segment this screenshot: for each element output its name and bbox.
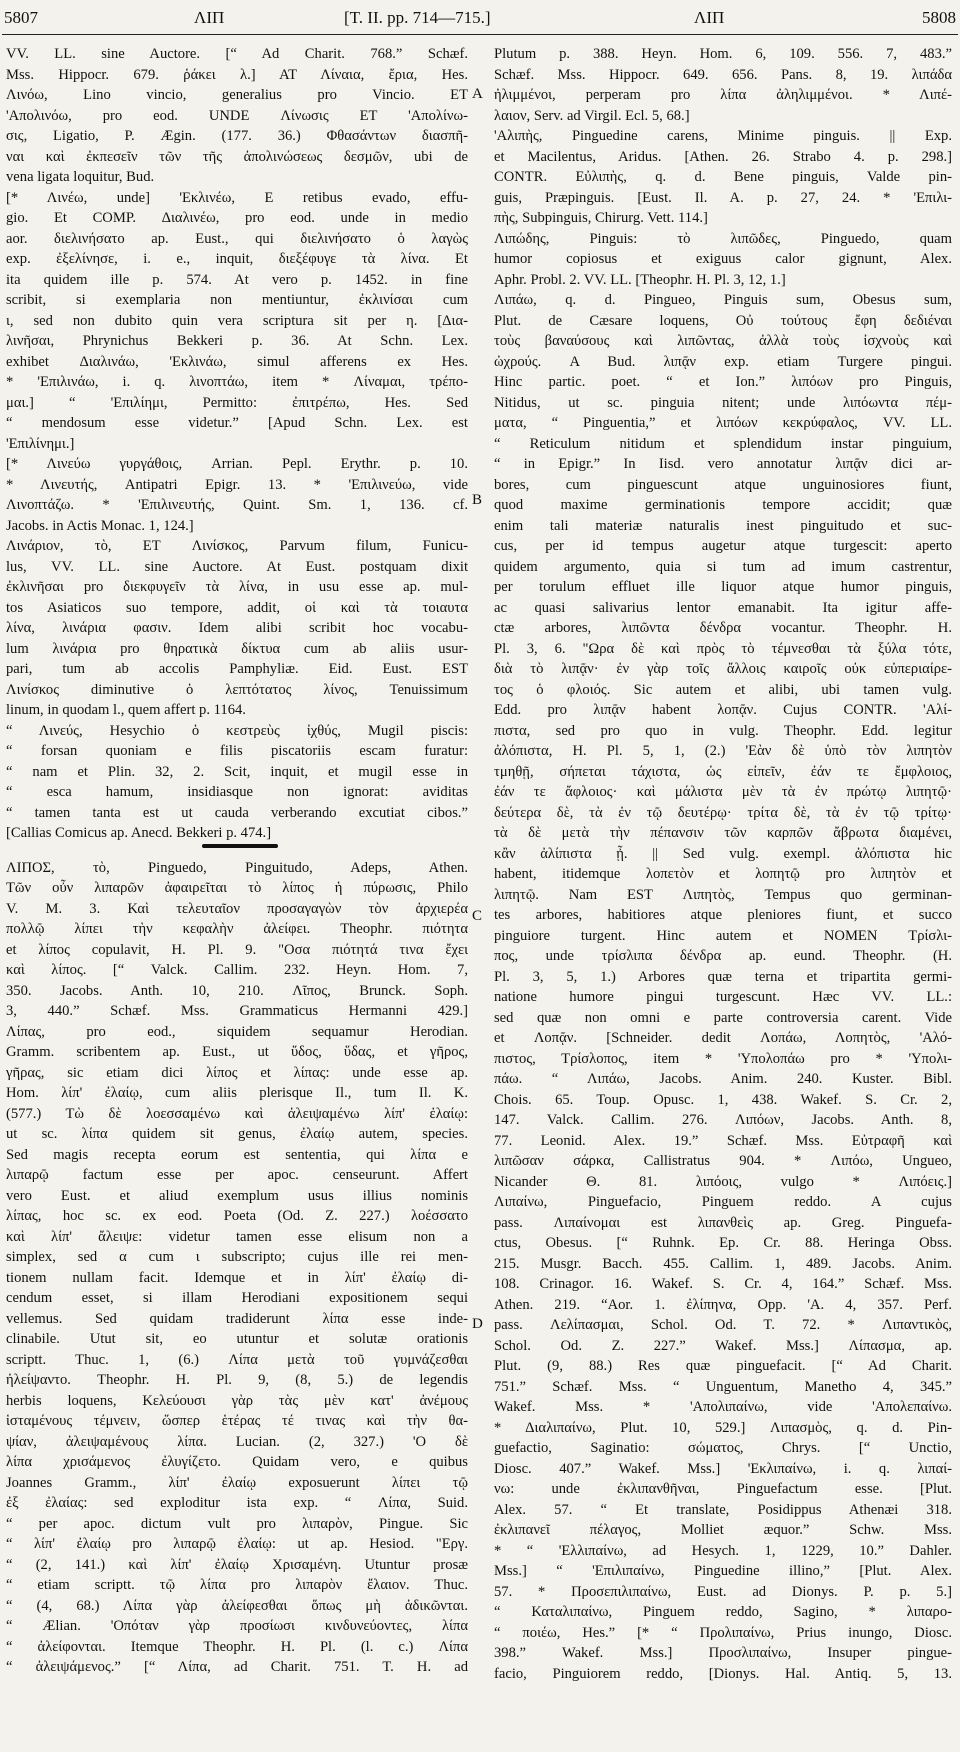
text-line: ctæ arbores, λιπῶντα δένδρα vocantur. Theophr. H. <box>494 620 952 636</box>
text-line: “ nam et Plin. 32, 2. Scit, inquit, et mugil esse in <box>6 763 468 780</box>
text-line: Λίπας, pro eod., siquidem sequamur Herodian. <box>6 1023 468 1040</box>
text-line: Λινάριον, τὸ, ET Λινίσκος, Parvum filum, Funicu- <box>6 538 468 554</box>
text-line: “ tamen tanta est ut cauda verberando excutiat cibos.” <box>6 804 468 821</box>
text-line: 147. Valck. Callim. 276. Λιπόων, Jacobs. Anth. 8, <box>494 1112 952 1128</box>
text-line: Hinc partic. poet. “ et Ion.” λιπόων pro Pinguis, <box>494 374 952 390</box>
text-line: ἠλείψαντο. Theophr. H. Pl. 9, (8, 5.) de legendis <box>6 1372 468 1388</box>
text-line: Plut. (9, 88.) Res quæ pinguefacit. [“ Ad Charit. <box>494 1358 952 1374</box>
left-page-number: 5807 <box>4 8 38 27</box>
text-line: δεύτερα δὲ, τὰ ἐν τῷ δευτέρῳ· τρίτα δὲ, τὰ ἐν τῷ τρίτῳ· <box>494 804 952 821</box>
text-line: λιπῶσαν σάρκα, Callistratus 904. * Λιπόω, Ungueo, <box>494 1153 952 1169</box>
text-line: πιστος, Τρίσλοπος, item * 'Υπολοπάω pro * 'Υπολι- <box>494 1050 952 1067</box>
text-line: et λίπος copulavit, H. Pl. 9. "Οσα πιότητά τινα ἔχει <box>6 941 468 958</box>
text-line: ι, sed non dubito quin vera scriptura sit per η. [Δια- <box>6 312 468 329</box>
text-line: Chois. 65. Toup. Opusc. 1, 438. Wakef. S. Cr. 2, <box>494 1091 952 1108</box>
text-line: κἂν ἀλίπιστα ᾖ. || Sed vulg. exempl. ἀλόπιστα hic <box>494 845 952 862</box>
text-line: ματα, “ Pinguentia,” et λιπόων κεκρύφαλος, VV. LL. <box>494 415 952 431</box>
text-line: Plut. de Cæsare loquens, Οὐ τούτους ἔφη δεδιέναι <box>494 312 952 329</box>
text-line: * “ 'Ελλιπαίνω, ad Hesych. 1, 1229, 10.” Dahler. <box>494 1542 952 1559</box>
text-line: Joannes Gramm., λίπ' ἐλαίῳ exposuerunt λίπει τῷ <box>6 1474 468 1491</box>
text-line: “ λίπ' ἐλαίῳ pro λιπαρῷ ἐλαίῳ: ut ap. Hesiod. "Εργ. <box>6 1536 468 1552</box>
text-line: καὶ λίπος. [“ Valck. Callim. 232. Heyn. Hom. 7, <box>6 962 468 978</box>
text-line: τοὺς βαναύσους καὶ λιπῶντας, ἀλλὰ τοὺς ἰσχνοὺς καὶ <box>494 333 952 349</box>
text-line: tos Asiaticos suo tempore, addit, οἱ καὶ τὰ τοιαυτα <box>6 599 468 616</box>
text-line: clinabile. Utut sit, eo utuntur et solutæ orationis <box>6 1331 468 1347</box>
text-line: Sed magis recepta eorum est sententia, qui λίπα e <box>6 1146 468 1163</box>
text-line: 215. Musgr. Bacch. 455. Callim. 1, 489. Jacobs. Anim. <box>494 1255 952 1272</box>
text-line: “ etiam scriptt. τῷ λίπα pro λιπαρὸν ἔλαιον. Thuc. <box>6 1577 468 1593</box>
text-line: simplex, sed α cum ι subscripto; cujus ille rei men- <box>6 1249 468 1265</box>
text-line: et Macilentus, Aridus. [Athen. 26. Strabo 4. p. 298.] <box>494 148 952 165</box>
text-line: vellemus. Sed quidam tradiderunt λίπα esse inde- <box>6 1310 468 1327</box>
text-line: ἠλιμμένοι, perperam pro λίπα ἀληλιμμένοι. * Λιπέ- <box>494 87 952 103</box>
text-line: “ mendosum esse videtur.” [Apud Schn. Lex. est <box>6 415 468 431</box>
text-line: Alex. 57. “ Et translate, Posidippus Athenæi 318. <box>494 1501 952 1518</box>
text-line: CONTR. Εὐλιπὴς, q. d. Bene pinguis, Valde pin- <box>494 169 952 185</box>
text-line: 'Απολινόω, pro eod. UNDE Λίνωσις ET 'Απολίνω- <box>6 107 468 124</box>
text-line: herbis loquens, Κελεύουσι γὰρ τὰς μὲν κατ' ἀνέμους <box>6 1392 468 1409</box>
text-line: “ Καταλιπαίνω, Pinguem reddo, Sagino, * λιπαρο- <box>494 1604 952 1620</box>
text-line: enim tali materiæ naturalis inest pinguitudo et suc- <box>494 517 952 534</box>
right-column <box>494 44 952 1684</box>
text-line: πάω. “ Λιπάω, Jacobs. Anim. 240. Kuster. Bibl. <box>494 1071 952 1087</box>
text-line: vena ligata loquitur, Bud. <box>6 169 155 185</box>
text-line: Pl. 3, 6. "Ωρα δὲ καὶ πρὸς τὸ τέμνεσθαι τὰ ξύλα τότε, <box>494 640 952 657</box>
text-line: ἐάν τε ἄφλοιος· καὶ μάλιστα μὲν τὰ ἐν πρώτῳ λιπητῷ· <box>494 784 952 800</box>
text-line: μαι.] “ 'Επιλίημι, Permitto: ἐπιτρέπω, Hes. Sed <box>6 394 468 411</box>
text-line: Λιπάω, q. d. Pingueo, Pinguis sum, Obesus sum, <box>494 292 952 308</box>
text-line: tionem nullam facit. Idemque et in λίπ' ἐλαίῳ di- <box>6 1269 468 1286</box>
text-line: ctus, Obesus. [“ Ruhnk. Ep. Cr. 88. Heringa Obss. <box>494 1235 952 1251</box>
left-running-title: ΛΙΠ <box>194 8 225 27</box>
text-line: Diosc. 407.” Wakef. Mss.] 'Εκλιπαίνω, i. q. λιπαί- <box>494 1460 952 1477</box>
text-line: aor. διελινήσατο ap. Eust., qui διελινήσατο ὁ λαγὼς <box>6 230 468 247</box>
text-line: linum, in quodam l., quem affert p. 1164. <box>6 702 246 718</box>
right-running-title: ΛΙΠ <box>694 8 725 27</box>
text-line: humor copiosus et exiguus calor gignunt, Alex. <box>494 251 952 267</box>
text-line: exhibet Διαλινάω, 'Εκλινάω, simul afferens ex Hes. <box>6 353 468 370</box>
text-line: λίπα χρισάμενος ἐλυγίζετο. Quidam vero, e quibus <box>6 1454 468 1470</box>
text-line: natione humore pingui turgescunt. Hæc VV. LL.: <box>494 989 952 1005</box>
text-line: λαιον, Serv. ad Virgil. Ecl. 5, 68.] <box>494 107 690 124</box>
text-line: per torulum effluet ille liquor atque humor pinguis, <box>494 579 952 595</box>
text-line: 3, 440.” Schæf. Mss. Grammaticus Hermanni 429.] <box>6 1003 468 1019</box>
text-line: 108. Crinagor. 16. Wakef. S. Cr. 4, 164.” Schæf. Mss. <box>494 1276 952 1292</box>
text-line: * 'Επιλινάω, i. q. λινοπτάω, item * Λίναμαι, τρέπο- <box>6 374 468 390</box>
text-line: “ ποιέω, Hes.” [* “ Προλιπαίνω, Prius inungo, Diosc. <box>494 1624 952 1641</box>
text-line: Jacobs. in Actis Monac. 1, 124.] <box>6 517 194 534</box>
text-line: ΛΙΠΟΣ, τὸ, Pinguedo, Pinguitudo, Adeps, Athen. <box>6 859 468 876</box>
text-line: πιστα, sed pro quo in vulg. Theophr. Edd. legitur <box>494 722 952 739</box>
text-line: λίπας, hoc sc. ex eod. Poeta (Od. Z. 227.) λοέσσατο <box>6 1208 468 1224</box>
text-line: “ ἀλείφονται. Itemque Theophr. H. Pl. (l. c.) Λίπα <box>6 1638 468 1655</box>
text-line: γῆρας, sic etiam dici λίπος et λίπας: unde esse ap. <box>6 1064 468 1081</box>
left-column <box>6 44 468 1678</box>
text-line: “ Reticulum nitidum et splendidum instar pinguium, <box>494 435 952 452</box>
text-line: guefactio, Saginatio: σώματος, Chrys. [“ Unctio, <box>494 1440 952 1456</box>
text-line: Edd. pro λιπᾷν habent λοπᾷν. Cujus CONTR. 'Αλί- <box>494 702 952 718</box>
text-line: “ (4, 68.) Λίπα γὰρ ἀλείφεσθαι ὅπως μὴ ἀδικῶνται. <box>6 1597 468 1614</box>
right-page-number: 5808 <box>922 8 956 27</box>
text-line: ἱσταμένους τέμνειν, ὥσπερ ἑτέρας τέ τινας καὶ τὴν θα- <box>6 1413 468 1429</box>
text-line: quod maxime germinationis tempore accidit; quæ <box>494 497 952 513</box>
text-line: “ Ælian. 'Οπόταν γὰρ προσίωσι κινδυνεύοντες, λίπα <box>6 1618 468 1634</box>
text-line: ἀλόπιστα, H. Pl. 5, 1, (2.) 'Εὰν δὲ ὑπὸ τὸν λιπητὸν <box>494 743 952 759</box>
margin-marker-b: B <box>472 492 483 508</box>
text-line: Λινοπτάζω. * 'Επιλινευτής, Quint. Sm. 1, 136. cf. <box>6 497 468 513</box>
text-line: lus, VV. LL. sine Auctore. At Eust. postquam dixit <box>6 558 468 575</box>
text-line: 350. Jacobs. Anth. 10, 210. Λῖπος, Brunck. Soph. <box>6 982 468 999</box>
text-line: scriptt. Thuc. 1, (6.) Λίπα μετὰ τοῦ γυμνάζεσθαι <box>6 1351 468 1368</box>
text-line: 'Αλιπὴς, Pinguedine carens, Minime pinguis. || Exp. <box>494 128 952 144</box>
text-line: [Callias Comicus ap. Anecd. Bekkeri p. 474.] <box>6 825 272 841</box>
text-line: Τῶν οὖν λιπαρῶν ἀφαιρεῖται τὸ λίπος ἡ πύρωσις, Philo <box>6 880 468 896</box>
text-line: cus, per id tempus augetur atque turgescit: aperto <box>494 538 952 554</box>
text-line: “ (2, 141.) καὶ λίπ' ἐλαίῳ Χρισαμένη. Utuntur prosæ <box>6 1556 468 1573</box>
margin-marker-c: C <box>472 908 483 924</box>
text-line: Λινίσκος diminutive ὁ λεπτότατος λίνος, Tenuissimum <box>6 681 468 698</box>
text-line: lum λινάρια pro θηρατικὰ δίκτυα cum ab aliis usur- <box>6 640 468 657</box>
text-line: Wakef. Mss. * 'Απολιπαίνω, vide 'Απολεπαίνω. <box>494 1399 952 1415</box>
text-line: habent, itidemque λοπετὸν et λοπητῷ pro λιπητὸν et <box>494 866 952 882</box>
text-line: et Λοπᾷν. [Schneider. dedit Λοπάω, Λοπητὸς, 'Αλό- <box>494 1030 952 1046</box>
text-line: ac quasi salivarius lentor emanabit. Ita igitur affe- <box>494 599 952 616</box>
text-line: “ per apoc. dictum vult pro λιπαρὸν, Pingue. Sic <box>6 1515 468 1532</box>
text-line: Hom. λίπ' ἐλαίῳ, cum aliis plerisque Il., tum Il. K. <box>6 1085 468 1101</box>
text-line: καὶ λίπ' ἄλειψε: videtur tamen esse elisum non a <box>6 1228 468 1245</box>
text-line: Λιπαίνω, Pinguefacio, Pinguem reddo. A cujus <box>494 1194 952 1210</box>
text-line: pass. Λελίπασμαι, Schol. Od. T. 72. * Λιπαντικὸς, <box>494 1317 952 1333</box>
text-line: ἐξ ἐλαίας: sed exploditur ista exp. “ Λίπα, Suid. <box>6 1495 468 1511</box>
text-line: guis, Præpinguis. [Eust. Il. A. p. 27, 24. * 'Επιλι- <box>494 189 952 206</box>
text-line: quidem argumento, quia si tum ad imum castrentur, <box>494 558 952 575</box>
text-line: λιπαρῷ factum esse per apoc. censeurunt. Affert <box>6 1167 468 1183</box>
text-line: πος, unde τρίσλιπα δένδρα ap. eund. Theophr. (H. <box>494 948 952 964</box>
entry-divider <box>202 844 278 848</box>
text-line: V. M. 3. Καὶ τελευταῖον προσαγαγὼν τὸν ἀρχιερέα <box>6 900 468 917</box>
text-line: Plutum p. 388. Heyn. Hom. 6, 109. 556. 7, 483.” <box>494 46 952 62</box>
margin-marker-a: A <box>472 86 483 102</box>
margin-marker-d: D <box>472 1316 483 1332</box>
text-line: ita quidem ille p. 574. At vero p. 1452. in fine <box>6 271 468 288</box>
text-line: scribit, si exemplaria non mentiuntur, ἐκλινίσαι cum <box>6 292 468 308</box>
text-line: pass. Λιπαίνομαι est λιπανθεὶς ap. Greg. Pinguefa- <box>494 1214 952 1231</box>
text-line: πολλῷ λίπει τὴν κεφαλὴν ἀλείφει. Theophr. πιότητα <box>6 921 468 937</box>
text-line: λιπητῷ. Nam EST Λιπητὸς, Tempus quo germinan- <box>494 886 952 903</box>
header-rule <box>2 34 958 35</box>
page-header <box>4 8 956 30</box>
text-line: exp. ἐξελίνησε, i. e., inquit, διεξέφυγε τὰ λίνα. Et <box>6 251 468 267</box>
text-line: (577.) Τὼ δὲ λοεσσαμένω καὶ ἀλειψαμένω λίπ' ἐλαίῳ: <box>6 1105 468 1122</box>
text-line: ναι καὶ ἐκπεσεῖν τῶν τῆς ἀπολινώσεως δεσμῶν, ubi de <box>6 148 468 165</box>
text-line: facio, Pinguiorem reddo, [Dionys. Hal. Antiq. 5, 13. <box>494 1665 952 1682</box>
text-line: [* Λινεύω γυργάθοις, Arrian. Pepl. Erythr. p. 10. <box>6 456 468 472</box>
text-line: cendum esset, si illam Herodiani expositionem sequi <box>6 1290 468 1306</box>
text-line: τος ὁ φλοιός. Sic autem et alibi, ubi tamen vulg. <box>494 681 952 698</box>
text-line: “ Λινεύς, Hesychio ὁ κεστρεὺς ἰχθύς, Mugil piscis: <box>6 722 468 739</box>
text-line: gio. Et COMP. Διαλινέω, pro eod. unde in medio <box>6 210 468 226</box>
text-line: 398.” Wakef. Mss.] Προσλιπαίνω, Insuper pingue- <box>494 1645 952 1661</box>
text-line: pinguiore turgent. Hinc autem et NOMEN Τρίσλι- <box>494 927 952 944</box>
text-line: VV. LL. sine Auctore. [“ Ad Charit. 768.” Schæf. <box>6 46 468 62</box>
text-line: * Λινευτής, Antipatri Epigr. 13. * 'Επιλινεύω, vide <box>6 476 468 493</box>
text-line: 57. * Προσεπιλιπαίνω, Eust. ad Dionys. P. p. 5.] <box>494 1583 952 1600</box>
text-line: Athen. 219. “Aor. 1. ἐλίπηνα, Opp. 'A. 4, 357. Perf. <box>494 1296 952 1313</box>
text-line: διὰ τὸ λιπᾷν· ἐν γὰρ τοῖς ἄλλοις καιροῖς οὐκ εὐπεριαίρε- <box>494 661 952 677</box>
text-line: πὴς, Subpinguis, Chirurg. Vett. 114.] <box>494 210 708 226</box>
text-line: τὰ δὲ μετὰ τὴν πέπανσιν τῶν καρπῶν ἄβρωτα διαμένει, <box>494 825 952 841</box>
text-line: Gramm. scribentem ap. Eust., ut ὕδος, ὕδας, et γῆρος, <box>6 1044 468 1060</box>
text-line: vero Eust. et aliud exemplum usus illius nominis <box>6 1187 468 1204</box>
text-line: sed quæ non omni e parte controversia carent. Vide <box>494 1009 952 1026</box>
text-line: Schol. Od. Z. 227.” Wakef. Mss.] Λίπασμα, ap. <box>494 1337 952 1354</box>
text-line: Mss. Hippocr. 679. ῥάκει λ.] ΑΤ Λίναια, ἔρια, Hes. <box>6 66 468 83</box>
text-line: ψίαν, ἀλειψαμένους λίπα. Lucian. (2, 327.) 'Ο δὲ <box>6 1433 468 1450</box>
text-line: νω: unde ἐκλιπανθῆναι, Pinguefactum esse. [Plut. <box>494 1481 952 1497</box>
text-line: Pl. 3, 5, 1.) Arbores quæ terna et tripartita germi- <box>494 968 952 985</box>
text-line: Aphr. Probl. 2. VV. LL. [Theophr. H. Pl. 3, 12, 1.] <box>494 271 786 288</box>
text-line: ὠχρούς. A Bud. λιπᾷν exp. etiam Turgere pingui. <box>494 353 952 370</box>
text-line: Mss.] “ 'Επιλιπαίνω, Pinguedine illino,” [Plut. Alex. <box>494 1563 952 1579</box>
text-line: “ ἀλειψάμενος.” [“ Λίπα, ad Charit. 751. T. H. ad <box>6 1659 468 1675</box>
text-line: 751.” Schæf. Mss. “ Unguentum, Manetho 4, 345.” <box>494 1378 952 1395</box>
text-line: Nicander Θ. 81. λιπόοις, vulgo * Λιπόεις.] <box>494 1173 952 1190</box>
text-line: ἐκλινῆσαι pro διεκφυγεῖν τὰ λίνα, in usu esse ap. mul- <box>6 579 468 595</box>
text-line: 'Επιλίνημι.] <box>6 435 75 452</box>
text-line: pari, tum ab accolis Pamphyliæ. Eid. Eust. EST <box>6 661 468 677</box>
text-line: Nitidus, ut sc. pinguia nitent; unde λιπόωντα πέμ- <box>494 394 952 411</box>
volume-reference: [T. II. pp. 714—715.] <box>344 8 491 27</box>
text-line: tes arbores, habitiores atque pleniores fiunt, et succo <box>494 907 952 923</box>
text-line: Λιπώδης, Pinguis: τὸ λιπῶδες, Pinguedo, quam <box>494 230 952 247</box>
text-line: σις, Ligatio, P. Ægin. (177. 36.) Φθασάντων διασπῆ- <box>6 128 468 144</box>
text-line: “ in Epigr.” In Iisd. vero annotatur λιπᾷν dici ar- <box>494 456 952 472</box>
text-line: λινῆσαι, Phrynichus Bekkeri p. 36. At Schn. Lex. <box>6 333 468 349</box>
text-line: τμηθῇ, σήπεται τάχιστα, ὡς εἰπεῖν, ἐάν τε ἔμφλοιος, <box>494 763 952 780</box>
text-line: ἐκλιπανεῖ πέλαγος, Molliet æquor.” Schw. Mss. <box>494 1522 952 1538</box>
entry-divider-wrap <box>6 844 468 858</box>
text-line: λίνα, λινάρια φασιν. Idem alibi scribit hoc vocabu- <box>6 620 468 636</box>
text-line: 77. Leonid. Alex. 19.” Schæf. Mss. Εὐτραφῆ καὶ <box>494 1132 952 1149</box>
text-line: “ forsan quoniam e filis piscatoriis escam furatur: <box>6 743 468 759</box>
text-line: bores, cum pinguescunt atque unguinosiores fiunt, <box>494 476 952 493</box>
text-line: Λινόω, Lino vincio, generalius pro Vincio. ET <box>6 87 468 103</box>
text-line: ut sc. λίπα quidem sit genus, ἐλαίῳ autem, species. <box>6 1126 468 1142</box>
text-line: Schæf. Mss. Hippocr. 649. 656. Pans. 8, 19. λιπάδα <box>494 66 952 83</box>
text-line: * Διαλιπαίνω, Plut. 10, 529.] Λιπασμὸς, q. d. Pin- <box>494 1419 952 1436</box>
text-line: “ esca hamum, insidiasque non ignorat: aviditas <box>6 784 468 800</box>
text-line: [* Λινέω, unde] 'Εκλινέω, E retibus evado, effu- <box>6 189 468 206</box>
